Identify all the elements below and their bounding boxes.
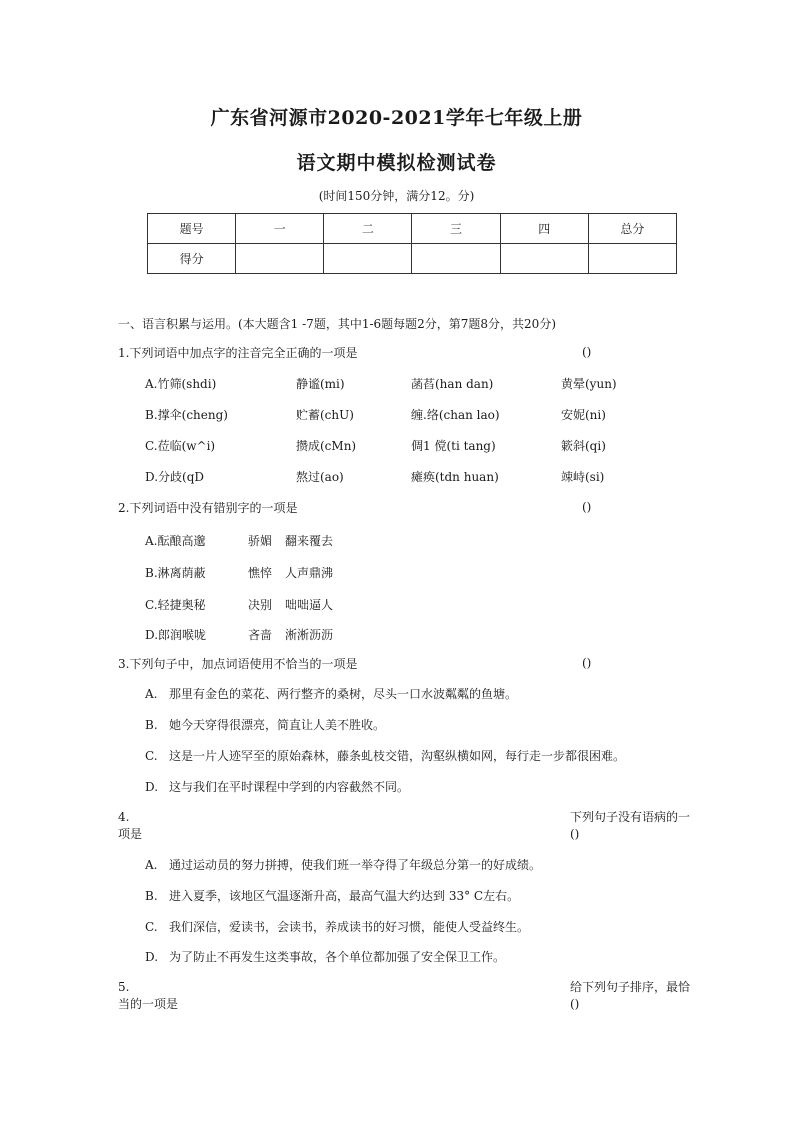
score-table-cell: 三 [412, 214, 500, 244]
question-5-stem-cont: 当的一项是 [118, 997, 179, 1011]
q2-option-a-1: A.酝酿高邈 [145, 534, 206, 548]
score-table-cell [500, 244, 588, 274]
answer-paren: () [582, 345, 592, 359]
q1-option-c-3: 倜1 傥(ti tang) [411, 439, 496, 453]
q2-option-b-2: 憔悴 [248, 566, 273, 580]
q3-option-b-text: 她今天穿得很漂亮，简直让人美不胜收。 [169, 718, 386, 732]
q1-option-c-4: 簌斜(qi) [561, 439, 606, 453]
q3-option-b-letter: B. [145, 718, 158, 732]
question-1-stem: 1.下列词语中加点字的注音完全正确的一项是 [118, 346, 358, 360]
q3-option-c-text: 这是一片人迹罕至的原始森林，藤条虬枝交错，沟壑纵横如网，每行走一步都很困难。 [169, 749, 626, 763]
q2-option-d-1: D.郎润喉咙 [145, 628, 207, 642]
score-table-cell: 二 [324, 214, 412, 244]
q1-option-a-1: A.竹筛(shdi) [145, 377, 217, 391]
section-heading: 一、语言积累与运用。(本大题含1 -7题，其中1-6题每题2分，第7题8分，共20分) [118, 317, 557, 331]
answer-paren: () [582, 500, 592, 514]
q1-option-b-4: 安妮(ni) [561, 408, 606, 422]
q4-option-b-letter: B. [145, 889, 158, 903]
q3-option-d-text: 这与我们在平时课程中学到的内容截然不同。 [169, 780, 410, 794]
score-table-cell [324, 244, 412, 274]
q1-option-b-1: B.撑伞(cheng) [145, 408, 228, 422]
question-5-stem: 给下列句子排序，最恰 [570, 980, 691, 994]
answer-paren: () [570, 827, 580, 841]
score-table-score-row [148, 244, 677, 274]
score-table-cell [236, 244, 324, 274]
q1-option-b-3: 缠.络(chan lao) [411, 408, 500, 422]
question-4-number: 4. [118, 810, 130, 824]
q2-option-a-2: 骄媚 [248, 534, 273, 548]
q4-option-a-letter: A. [145, 858, 158, 872]
q3-option-a-text: 那里有金色的菜花、两行整齐的桑树，尽头一口水波粼粼的鱼塘。 [169, 687, 518, 701]
q3-option-d-letter: D. [145, 780, 159, 794]
score-table [147, 213, 677, 274]
question-4-stem: 下列句子没有语病的一 [570, 810, 691, 824]
document-title-line2: 语文期中模拟检测试卷 [296, 152, 497, 174]
q1-option-d-3: 瘫痪(tdn huan) [411, 470, 499, 484]
answer-paren: () [570, 997, 580, 1011]
q2-option-a-3: 翻来覆去 [285, 534, 334, 548]
q4-option-d-text: 为了防止不再发生这类事故，各个单位都加强了安全保卫工作。 [169, 950, 506, 964]
question-5-number: 5. [118, 980, 130, 994]
q2-option-d-2: 吝啬 [248, 628, 273, 642]
score-table-cell: 总分 [588, 214, 676, 244]
document-title-line1: 广东省河源市2020-2021学年七年级上册 [210, 107, 583, 129]
score-table-header-row [148, 214, 677, 244]
q1-option-c-1: C.莅临(w^i) [145, 439, 216, 453]
score-table-cell [588, 244, 676, 274]
q2-option-b-1: B.淋离荫蔽 [145, 566, 206, 580]
q2-option-c-1: C.轻捷奥秘 [145, 598, 206, 612]
q2-option-d-3: 淅淅沥沥 [285, 628, 334, 642]
q4-option-b-text: 进入夏季，该地区气温逐渐升高，最高气温大约达到 33° C左右。 [169, 889, 520, 903]
answer-paren: () [582, 656, 592, 670]
q3-option-c-letter: C. [145, 749, 158, 763]
question-3-stem: 3.下列句子中，加点词语使用不恰当的一项是 [118, 657, 358, 671]
q1-option-c-2: 攒成(cMn) [296, 439, 357, 453]
q1-option-a-3: 菡萏(han dan) [411, 377, 494, 391]
question-4-stem-cont: 项是 [118, 827, 143, 841]
score-table-cell: 题号 [148, 214, 236, 244]
q3-option-a-letter: A. [145, 687, 158, 701]
exam-time-note: (时间150分钟，满分12。分) [318, 189, 475, 203]
q4-option-c-text: 我们深信，爱读书，会读书，养成读书的好习惯，能使人受益终生。 [169, 920, 530, 934]
q2-option-b-3: 人声鼎沸 [285, 566, 334, 580]
q2-option-c-2: 决别 [248, 598, 273, 612]
q1-option-a-2: 静谧(mi) [296, 377, 345, 391]
score-table-cell [412, 244, 500, 274]
q2-option-c-3: 咄咄逼人 [285, 598, 334, 612]
score-table-cell: 一 [236, 214, 324, 244]
q1-option-d-1: D.分歧(qD [145, 470, 204, 484]
q1-option-d-2: 熬过(ao) [296, 470, 344, 484]
q4-option-d-letter: D. [145, 950, 159, 964]
q1-option-b-2: 贮蓄(chU) [296, 408, 354, 422]
question-2-stem: 2.下列词语中没有错别字的一项是 [118, 501, 298, 515]
q1-option-a-4: 黄晕(yun) [561, 377, 617, 391]
q1-option-d-4: 竦峙(si) [561, 470, 605, 484]
score-table-cell: 得分 [148, 244, 236, 274]
score-table-cell: 四 [500, 214, 588, 244]
q4-option-c-letter: C. [145, 920, 158, 934]
q4-option-a-text: 通过运动员的努力拼搏，使我们班一举夺得了年级总分第一的好成绩。 [169, 858, 542, 872]
